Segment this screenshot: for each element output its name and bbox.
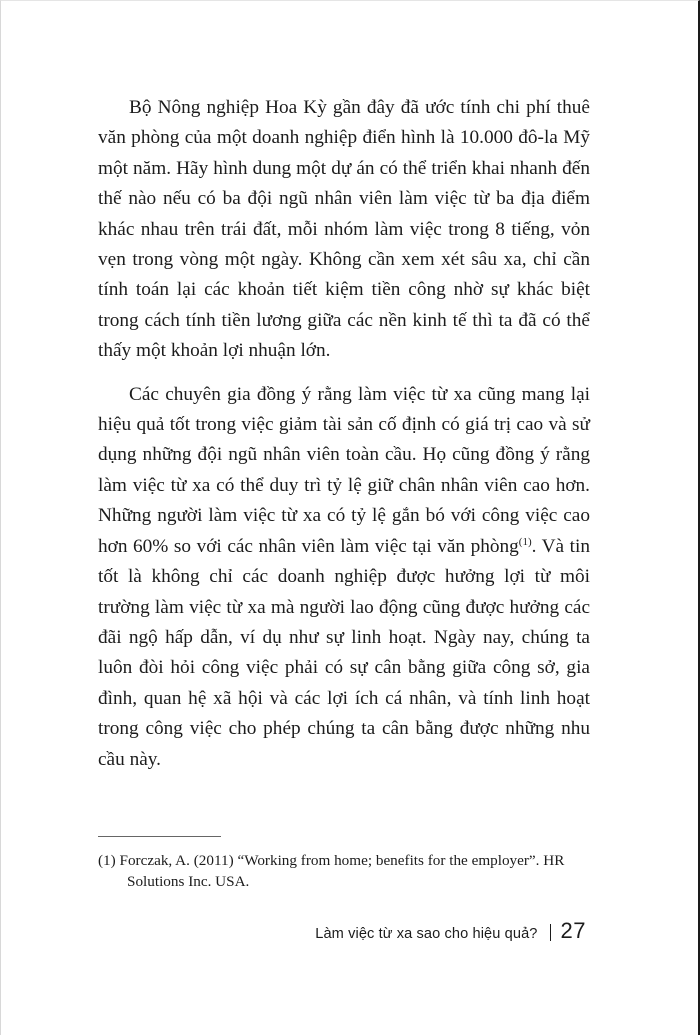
- paragraph-2-part-1: Các chuyên gia đồng ý rằng làm việc từ xa cũng mang lại hiệu quả tốt trong việc giảm tài sản cố định có giá trị cao và sử dụng những đội ngũ nhân viên toàn cầu. Họ cũng đồng ý rằng làm việc từ xa có thể duy trì tỷ lệ giữ chân nhân viên cao hơn. Những người làm việc từ xa có tỷ lệ gắn bó với công việc cao hơn 60% so với các nhân viên làm việc tại văn phòng: [98, 383, 590, 557]
- footnote: (1) Forczak, A. (2011) “Working from home; benefits for the employer”. HR Solutions Inc. USA.: [98, 852, 565, 890]
- page-number: 27: [560, 918, 586, 943]
- paragraph-2: [98, 380, 590, 775]
- footer-separator: [550, 924, 551, 941]
- running-footer: [315, 918, 586, 944]
- paragraph-1: Bộ Nông nghiệp Hoa Kỳ gần đây đã ước tính chi phí thuê văn phòng của một doanh nghiệp điển hình là 10.000 đô-la Mỹ một năm. Hãy hình dung một dự án có thể triển khai nhanh đến thế nào nếu có ba đội ngũ nhân viên làm việc từ ba địa điểm khác nhau trên trái đất, mỗi nhóm làm việc trong 8 tiếng, vỏn vẹn trong vòng một ngày. Không cần xem xét sâu xa, chỉ cần tính toán lại các khoản tiết kiệm tiền công nhờ sự khác biệt trong cách tính tiền lương giữa các nền kinh tế thì ta đã có thể thấy một khoản lợi nhuận lớn.: [98, 97, 590, 362]
- paragraph-2-part-2: . Và tin tốt là không chỉ các doanh nghiệp được hưởng lợi từ môi trường làm việc từ xa mà người lao động cũng được hưởng các đãi ngộ hấp dẫn, ví dụ như sự linh hoạt. Ngày nay, chúng ta luôn đòi hỏi công việc phải có sự cân bằng giữa công sở, gia đình, quan hệ xã hội và các lợi ích cá nhân, và tính linh hoạt trong công việc cho phép chúng ta cân bằng được những nhu cầu này.: [98, 535, 590, 770]
- body-text: [98, 93, 590, 775]
- footnote-reference: (1): [518, 535, 532, 548]
- footnote-divider: [98, 836, 221, 837]
- book-title: Làm việc từ xa sao cho hiệu quả?: [315, 926, 538, 942]
